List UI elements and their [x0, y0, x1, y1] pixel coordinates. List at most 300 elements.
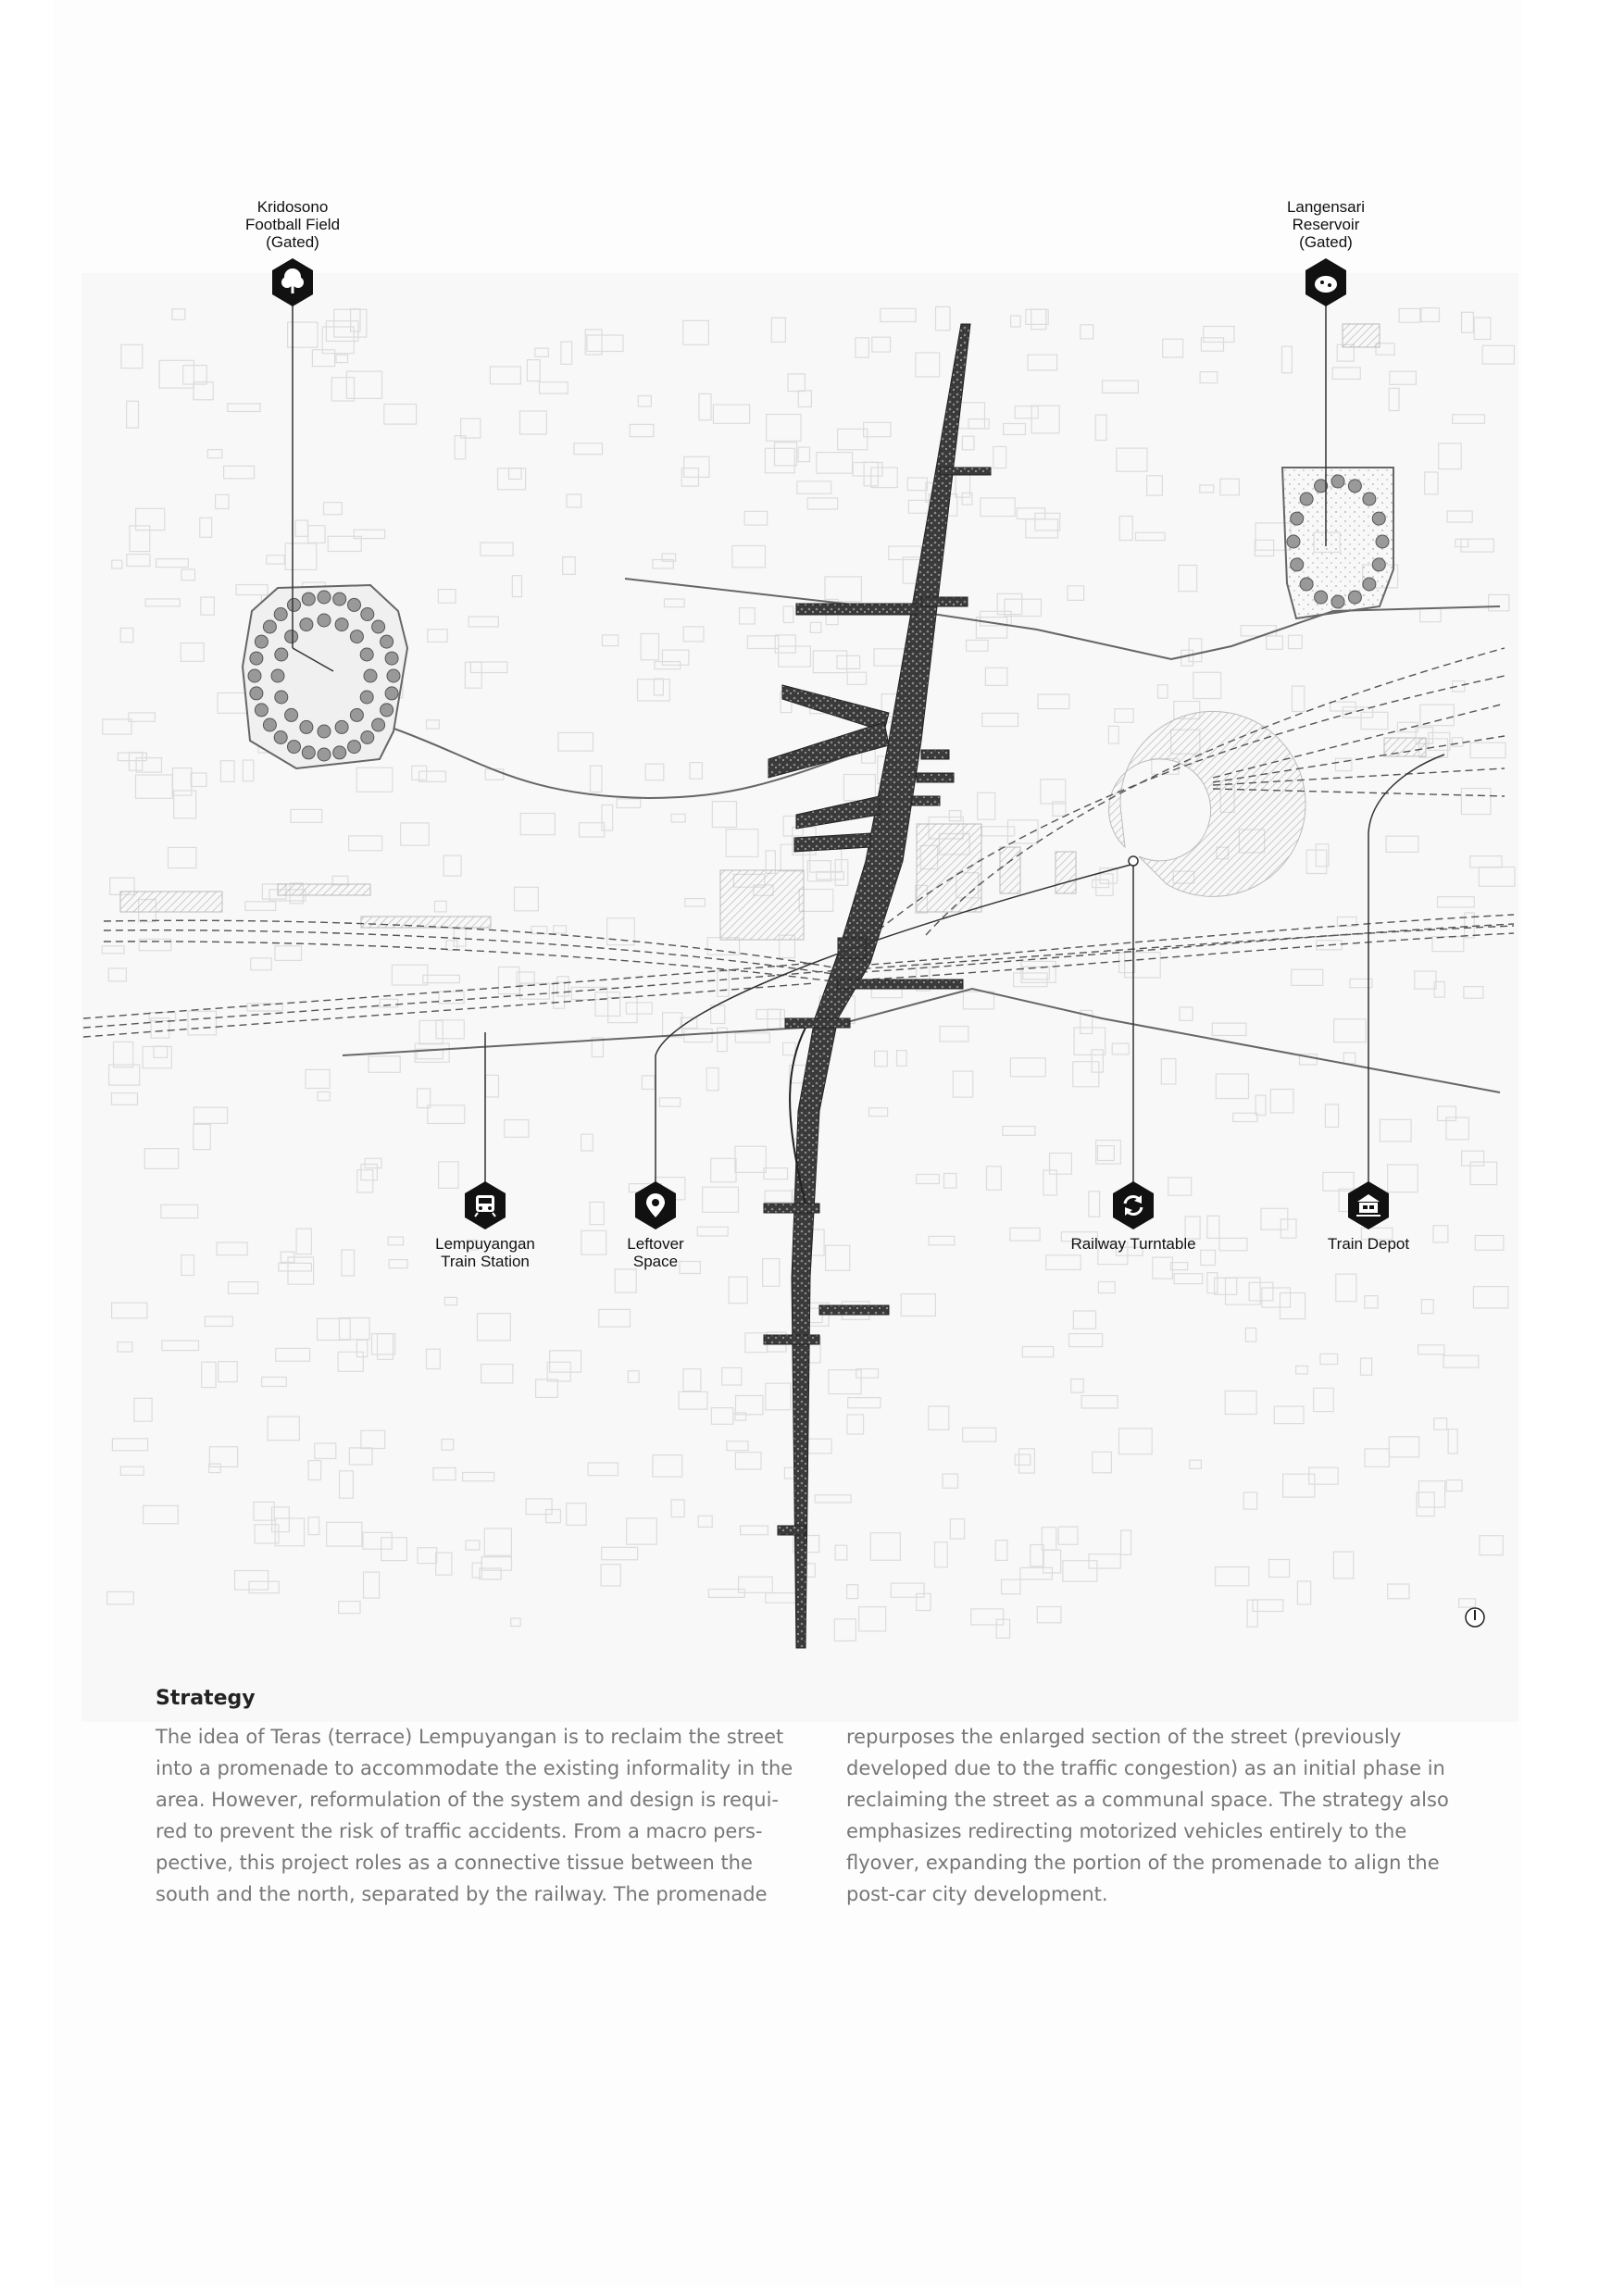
building-footprint [1028, 355, 1057, 370]
marker-label: Train Depot [1327, 1235, 1410, 1253]
tree-symbol [271, 669, 284, 682]
building-footprint [1158, 685, 1168, 699]
building-footprint [1361, 1358, 1372, 1375]
building-footprint [1225, 1391, 1256, 1415]
building-footprint [1270, 1090, 1293, 1114]
building-footprint [249, 1581, 279, 1593]
tree-symbol [361, 731, 374, 744]
building-footprint [349, 836, 382, 851]
building-footprint [929, 1236, 955, 1245]
tree-symbol [318, 748, 331, 761]
building-footprint [563, 557, 576, 575]
tree-symbol [348, 741, 361, 754]
building-footprint [690, 763, 702, 780]
building-footprint [1438, 897, 1475, 907]
building-footprint [929, 1406, 949, 1429]
building-footprint [875, 1051, 888, 1067]
building-footprint [1309, 1467, 1339, 1484]
building-footprint [1119, 1429, 1153, 1454]
water-icon [1315, 276, 1337, 293]
tree-symbol [248, 669, 261, 682]
building-footprint [1022, 1347, 1053, 1357]
building-footprint [838, 429, 868, 449]
building-footprint [484, 1529, 511, 1555]
building-footprint [1432, 937, 1464, 952]
building-footprint [1461, 539, 1494, 552]
building-footprint [1390, 371, 1417, 384]
tree-symbol [302, 746, 315, 759]
tree-symbol [385, 652, 398, 665]
building-footprint [684, 1029, 712, 1042]
building-footprint [736, 1396, 764, 1415]
building-footprint [1389, 1437, 1418, 1457]
building-footprint [1020, 1567, 1053, 1579]
building-footprint [916, 353, 940, 377]
building-footprint [228, 404, 260, 412]
tree-symbol [255, 704, 268, 717]
building-footprint [712, 802, 736, 828]
building-footprint [711, 1408, 733, 1425]
building-footprint [815, 1495, 851, 1503]
building-footprint [428, 1105, 465, 1124]
tree-symbol [381, 704, 394, 717]
building-footprint [1050, 1154, 1072, 1175]
building-footprint [711, 1005, 725, 1024]
building-footprint [1399, 308, 1420, 322]
tree-symbol [333, 593, 346, 605]
building-footprint [1071, 1379, 1083, 1393]
building-footprint [1220, 479, 1240, 495]
tree-symbol [275, 648, 288, 661]
tree-symbol [372, 620, 385, 633]
building-footprint [1462, 312, 1474, 332]
building-footprint [1174, 1274, 1203, 1284]
building-footprint [251, 958, 272, 970]
building-footprint [962, 493, 972, 505]
building-footprint [1038, 694, 1069, 709]
building-footprint [364, 1572, 380, 1598]
building-footprint [512, 576, 521, 597]
building-footprint [1333, 1552, 1354, 1578]
building-footprint [817, 453, 853, 474]
building-footprint [638, 396, 651, 407]
building-footprint [354, 530, 384, 538]
building-footprint [1216, 1074, 1248, 1099]
building-footprint [729, 1277, 747, 1304]
building-footprint [747, 636, 778, 649]
building-footprint [630, 424, 654, 436]
building-footprint [439, 992, 464, 1004]
building-footprint [1171, 1263, 1188, 1270]
building-footprint [1293, 686, 1305, 711]
building-footprint [740, 608, 756, 624]
building-footprint [683, 627, 704, 642]
building-footprint [520, 411, 547, 434]
building-footprint [1292, 969, 1323, 985]
building-footprint [109, 1065, 140, 1085]
building-footprint [1180, 1007, 1193, 1021]
building-footprint [968, 419, 989, 429]
building-footprint [509, 468, 522, 480]
building-footprint [372, 1334, 395, 1354]
building-footprint [308, 1517, 319, 1535]
building-footprint [1245, 1328, 1255, 1341]
building-footprint [1320, 1354, 1338, 1364]
building-footprint [169, 847, 196, 867]
building-footprint [767, 415, 801, 442]
tree-symbol [274, 608, 287, 621]
building-footprint [771, 318, 785, 342]
promenade-street [764, 324, 991, 1648]
building-footprint [735, 1033, 769, 1042]
building-footprint [659, 1098, 680, 1106]
building-footprint [174, 791, 196, 818]
building-footprint [1447, 511, 1472, 522]
building-footprint [1031, 406, 1059, 433]
building-footprint [1452, 738, 1462, 746]
building-footprint [783, 606, 793, 623]
building-footprint [149, 1013, 175, 1021]
building-footprint [581, 1134, 593, 1151]
building-footprint [349, 1448, 372, 1465]
building-footprint [617, 799, 641, 808]
building-footprint [401, 823, 430, 845]
tree-symbol [372, 718, 385, 731]
building-footprint [826, 1245, 850, 1270]
building-footprint [602, 635, 618, 646]
building-footprint [1420, 608, 1442, 622]
building-footprint [527, 360, 540, 381]
building-footprint [708, 1590, 744, 1598]
tree-symbol [274, 731, 287, 744]
building-footprint [114, 1042, 133, 1067]
building-footprint [699, 393, 711, 419]
building-footprint [987, 1167, 1002, 1190]
marker-label: Railway Turntable [1070, 1235, 1196, 1253]
building-footprint [626, 1003, 652, 1014]
building-footprint [602, 1547, 638, 1560]
building-footprint [599, 1309, 631, 1327]
building-footprint [1121, 1530, 1131, 1554]
building-footprint [558, 733, 593, 752]
tree-symbol [1331, 475, 1344, 488]
building-footprint [342, 1250, 355, 1276]
building-footprint [340, 1471, 354, 1498]
building-footprint [653, 1455, 682, 1478]
building-footprint [608, 997, 638, 1022]
building-footprint [1434, 1418, 1447, 1429]
building-footprint [181, 1255, 194, 1276]
building-footprint [207, 450, 222, 458]
building-footprint [798, 391, 811, 407]
building-footprint [1093, 1452, 1112, 1473]
building-footprint [1474, 318, 1491, 340]
building-footprint [1005, 599, 1042, 616]
building-footprint [162, 1341, 199, 1351]
building-footprint [1255, 540, 1273, 555]
building-footprint [324, 503, 343, 515]
building-footprint [550, 1351, 581, 1372]
building-footprint [202, 1362, 216, 1387]
building-footprint [739, 1577, 773, 1592]
building-footprint [940, 1027, 968, 1042]
building-footprint [499, 967, 519, 994]
building-footprint [1098, 1282, 1115, 1293]
building-footprint [901, 1294, 935, 1316]
tree-symbol [350, 708, 363, 721]
building-footprint [194, 1107, 227, 1123]
building-footprint [356, 1340, 367, 1356]
tree-symbol [1300, 493, 1313, 505]
building-footprint [295, 520, 308, 536]
building-footprint [843, 775, 875, 801]
building-footprint [1119, 953, 1135, 973]
building-footprint [963, 1428, 996, 1441]
building-footprint [580, 823, 605, 837]
building-footprint [112, 1093, 138, 1105]
building-footprint [338, 1352, 363, 1371]
building-footprint [490, 367, 520, 384]
building-footprint [1073, 1311, 1095, 1329]
building-footprint [654, 679, 663, 695]
building-footprint [1201, 338, 1223, 351]
building-footprint [1389, 388, 1399, 410]
building-footprint [515, 887, 539, 911]
building-footprint [698, 1516, 712, 1527]
building-footprint [727, 1441, 748, 1451]
building-footprint [766, 1383, 791, 1410]
building-footprint [315, 1443, 336, 1459]
building-footprint [275, 946, 302, 961]
building-footprint [433, 1468, 456, 1480]
building-footprint [642, 1076, 655, 1090]
building-footprint [291, 809, 322, 822]
building-footprint [144, 1149, 179, 1169]
building-footprint [427, 1349, 441, 1368]
building-footprint [671, 1500, 684, 1517]
marker-label: Lempuyangan Train Station [435, 1235, 535, 1270]
building-footprint [156, 559, 189, 568]
building-footprint [1262, 1288, 1291, 1307]
building-footprint [365, 1158, 381, 1167]
building-footprint [995, 1541, 1007, 1561]
building-footprint [847, 1415, 864, 1434]
building-footprint [378, 1334, 394, 1360]
building-footprint [722, 1367, 742, 1385]
building-footprint [807, 861, 831, 881]
strategy-column-2: repurposes the enlarged section of the street (previously developed due to the traffic congestion) as an initial phase in reclaiming the street as a communal space. The strategy also emphasizes redirecting motorized vehicles entirely to the flyover, expanding the portion of the promenade to align the post-car city development. [846, 1726, 1449, 1905]
building-footprint [1420, 705, 1455, 726]
building-footprint [679, 1391, 707, 1409]
building-footprint [1365, 1296, 1378, 1308]
building-footprint [1147, 476, 1163, 495]
building-footprint [1386, 836, 1418, 852]
building-footprint [683, 1369, 701, 1391]
building-footprint [1193, 672, 1221, 698]
building-footprint [1153, 1257, 1173, 1279]
building-footprint [735, 1146, 766, 1172]
tree-symbol [318, 725, 331, 738]
building-footprint [107, 1591, 134, 1604]
building-footprint [684, 456, 709, 477]
building-footprint [1002, 1579, 1020, 1594]
building-footprint [1482, 345, 1514, 364]
building-footprint [481, 1365, 513, 1383]
building-footprint [511, 1618, 520, 1627]
building-footprint [813, 651, 846, 673]
building-footprint [1306, 850, 1327, 873]
strategy-section [156, 1687, 1489, 1910]
building-footprint [567, 494, 581, 507]
building-footprint [108, 968, 126, 981]
building-footprint [461, 418, 481, 438]
building-footprint [435, 901, 447, 912]
building-footprint [418, 1548, 437, 1564]
building-footprint [848, 1398, 881, 1408]
building-footprint [1010, 1058, 1045, 1077]
building-footprint [1470, 742, 1505, 757]
building-footprint [847, 1585, 858, 1599]
langensari-park [1282, 468, 1393, 618]
building-footprint [112, 1303, 147, 1318]
building-footprint [181, 569, 195, 580]
building-footprint [1089, 1554, 1120, 1569]
tree-symbol [348, 598, 361, 611]
building-footprint [540, 382, 568, 393]
building-footprint [419, 1020, 443, 1043]
building-footprint [856, 338, 869, 357]
building-footprint [455, 436, 466, 459]
building-footprint [628, 1371, 639, 1383]
building-footprint [706, 1068, 718, 1091]
building-footprint [229, 1282, 258, 1294]
building-footprint [685, 899, 706, 906]
building-footprint [120, 628, 133, 642]
building-footprint [825, 577, 861, 602]
marker-depot[interactable] [1267, 1178, 1470, 1253]
building-footprint [574, 443, 603, 455]
building-footprint [1181, 650, 1193, 666]
building-footprint [1334, 1019, 1367, 1042]
building-footprint [1011, 316, 1021, 327]
building-footprint [1097, 1146, 1114, 1161]
building-footprint [837, 655, 860, 668]
building-footprint [327, 1522, 362, 1546]
tree-symbol [381, 635, 394, 648]
building-footprint [1015, 1454, 1031, 1465]
building-footprint [470, 662, 507, 673]
building-footprint [764, 1168, 788, 1179]
building-footprint [872, 337, 891, 352]
building-footprint [428, 630, 447, 643]
building-footprint [243, 760, 254, 781]
building-footprint [267, 555, 284, 564]
marker-leftover[interactable] [554, 1178, 757, 1270]
building-footprint [236, 585, 268, 595]
building-footprint [121, 344, 143, 368]
building-footprint [962, 436, 974, 450]
building-footprint [943, 1474, 957, 1488]
building-footprint [859, 1607, 886, 1631]
building-footprint [103, 719, 131, 734]
building-footprint [1297, 1581, 1310, 1604]
building-footprint [173, 768, 192, 796]
building-footprint [144, 1505, 179, 1523]
building-footprint [209, 1464, 221, 1473]
building-footprint [245, 902, 276, 911]
tree-symbol [360, 648, 373, 661]
marker-langensari[interactable] [1224, 198, 1428, 310]
tree-symbol [1287, 535, 1300, 548]
building-footprint [783, 1042, 796, 1054]
marker-kridosono[interactable] [191, 198, 394, 310]
building-footprint [1190, 1460, 1202, 1468]
building-footprint [1289, 635, 1303, 648]
building-footprint [183, 366, 207, 384]
building-footprint [601, 1565, 620, 1586]
building-footprint [950, 1519, 964, 1539]
building-footprint [554, 982, 565, 1008]
building-footprint [870, 1533, 900, 1561]
building-footprint [1475, 1236, 1504, 1251]
building-footprint [1489, 594, 1509, 610]
marker-turntable[interactable] [1031, 1178, 1235, 1253]
building-footprint [1069, 1334, 1103, 1347]
building-footprint [1282, 346, 1293, 373]
tree-symbol [288, 741, 301, 754]
tree-symbol [300, 618, 313, 631]
building-footprint [1112, 1043, 1129, 1054]
building-footprint [835, 1545, 847, 1560]
building-footprint [1249, 1282, 1273, 1301]
tree-symbol [275, 691, 288, 704]
building-footprint [917, 1175, 940, 1184]
building-footprint [336, 355, 348, 363]
building-footprint [1425, 472, 1438, 494]
building-footprint [907, 478, 927, 491]
building-footprint [944, 1174, 956, 1189]
building-footprint [763, 1259, 780, 1287]
building-footprint [1026, 309, 1048, 324]
building-footprint [1470, 856, 1502, 867]
building-footprint [423, 975, 460, 982]
building-footprint [442, 1440, 454, 1451]
building-footprint [953, 1071, 973, 1097]
building-footprint [798, 447, 809, 462]
building-footprint [1255, 1095, 1266, 1115]
marker-label: Langensari Reservoir (Gated) [1286, 198, 1366, 251]
building-footprint [1461, 789, 1491, 815]
building-footprint [1296, 1366, 1308, 1375]
building-footprint [1200, 372, 1218, 383]
tree-symbol [1372, 558, 1385, 571]
building-footprint [588, 1463, 618, 1476]
building-footprint [127, 555, 150, 567]
tree-symbol [285, 630, 298, 643]
building-footprint [161, 1204, 198, 1217]
building-footprint [1095, 415, 1106, 440]
building-footprint [834, 1619, 856, 1641]
building-footprint [735, 1453, 761, 1469]
building-footprint [645, 764, 664, 780]
strategy-column-1: The idea of Teras (terrace) Lempuyangan is to reclaim the street into a promenade to accommodate the existing informality in the area. However, reformulation of the system and design is requi-red to prevent the risk of traffic accidents. From a macro pers-pective, this project roles as a connective tissue between the south and the north, separated by the railway. The promenade [156, 1726, 793, 1905]
building-footprint [235, 1571, 269, 1591]
building-footprint [567, 1504, 586, 1526]
building-footprint [1388, 1584, 1409, 1599]
building-footprint [1207, 1273, 1218, 1293]
building-footprint [1274, 1406, 1304, 1424]
building-footprint [967, 640, 988, 651]
